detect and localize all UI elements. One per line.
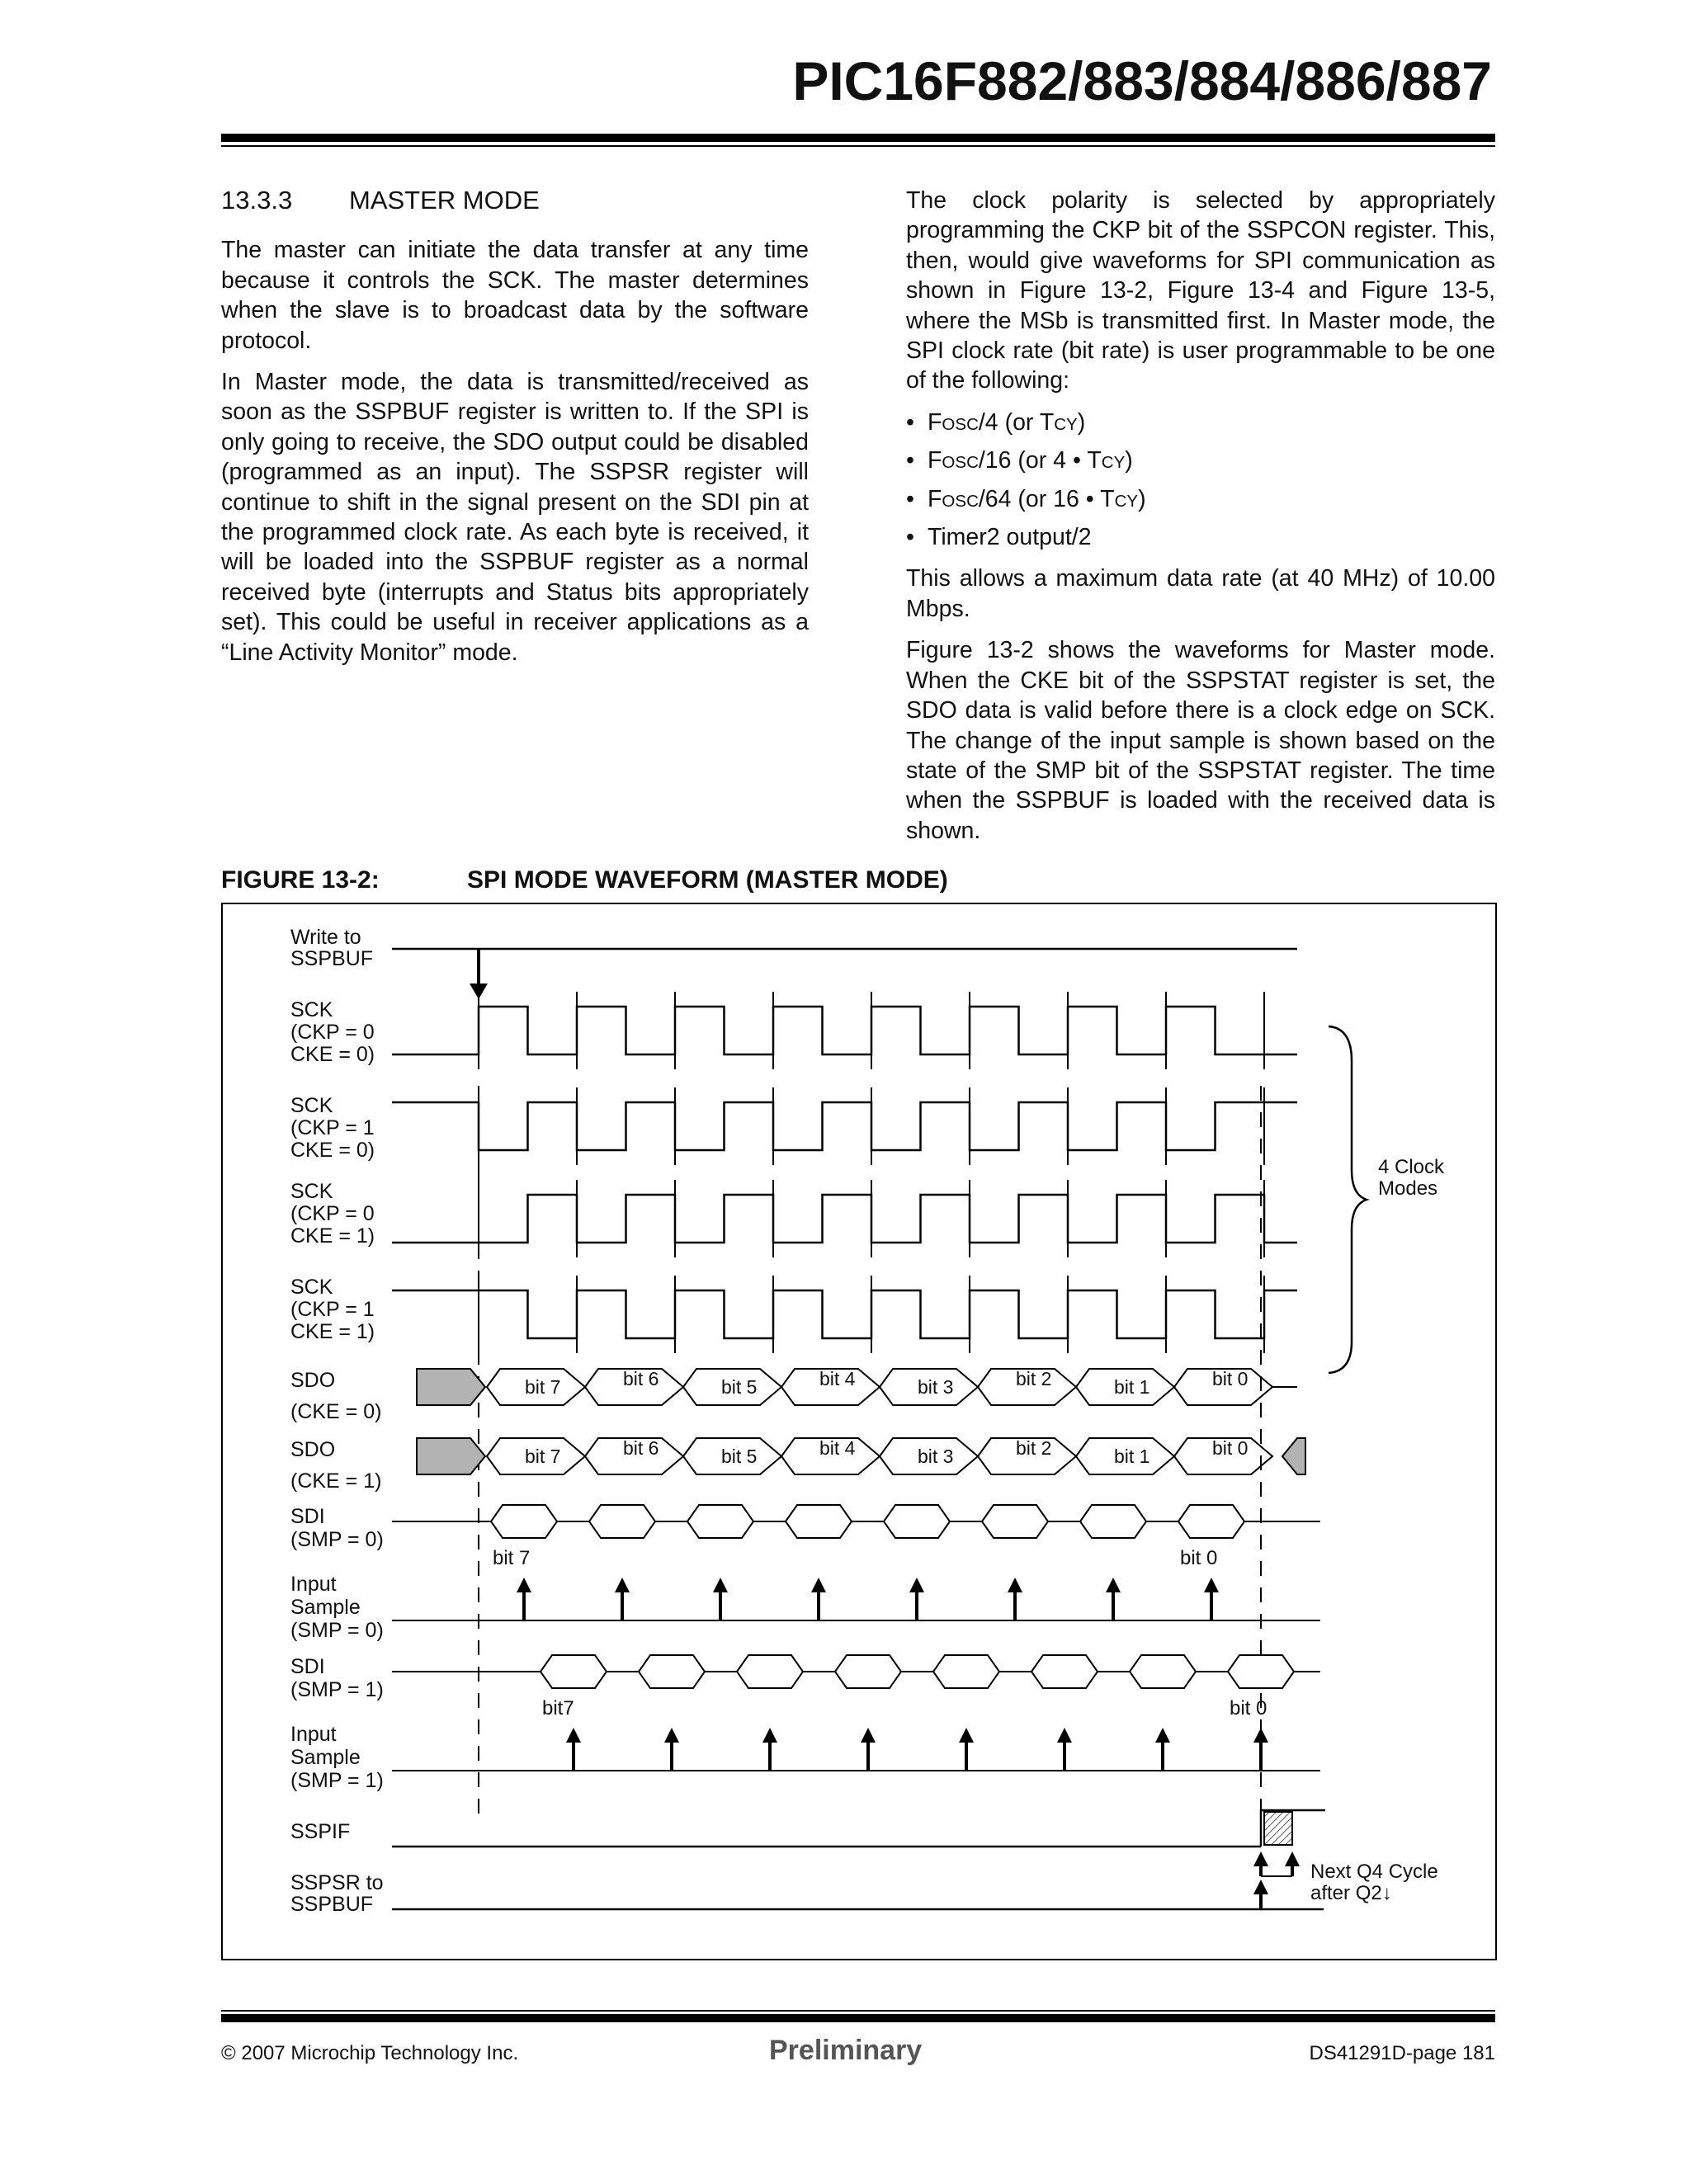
sample-arrow-in2-head: [664, 1728, 679, 1743]
sdo-shaded-end-sdo2: [1282, 1438, 1305, 1474]
footer-rule-thin: [221, 2010, 1495, 2012]
signal-label-sck3: CKE = 1): [290, 1224, 375, 1248]
signal-label-sck2: SCK: [290, 1094, 333, 1117]
figure-title: SPI MODE WAVEFORM (MASTER MODE): [467, 866, 948, 894]
sdi-first-label-sdi2: bit7: [542, 1697, 574, 1719]
signal-label-sspsr: SSPBUF: [290, 1893, 374, 1916]
right-paragraph-2: This allows a maximum data rate (at 40 MHz) of 10.00 Mbps.: [906, 565, 1495, 622]
sck-trace-sck4: [392, 1290, 1297, 1338]
sdo-bit-label-sdo2: bit 5: [721, 1446, 758, 1467]
sdo-bit-label-sdo1: bit 0: [1212, 1368, 1249, 1389]
signal-label-sdi1: (SMP = 0): [290, 1528, 384, 1551]
clock-modes-brace: [1329, 1026, 1367, 1373]
sample-arrow-in2-head: [1057, 1728, 1072, 1743]
sdi-cell-sdi1: [589, 1505, 655, 1538]
sample-arrow-in2-head: [861, 1728, 876, 1743]
sample-arrow-in1-head: [615, 1578, 630, 1592]
signal-label-in1: (SMP = 0): [290, 1619, 384, 1642]
clock-modes-label: 4 Clock: [1378, 1156, 1445, 1178]
signal-label-sck3: (CKP = 0: [290, 1202, 375, 1225]
sample-arrow-in2-head: [566, 1728, 581, 1743]
sdi-cell-sdi2: [1228, 1655, 1294, 1688]
sdi-last-label-sdi2: bit 0: [1230, 1697, 1268, 1719]
signal-label-write: Write to: [290, 926, 361, 949]
sdo-bit-label-sdo1: bit 1: [1114, 1376, 1150, 1398]
signal-label-sdo2: (CKE = 1): [290, 1469, 382, 1493]
section-number: 13.3.3: [221, 186, 293, 215]
signal-label-sck2: (CKP = 1: [290, 1116, 375, 1139]
list-item: • Timer2 output/2: [906, 524, 1092, 551]
sdo-bit-label-sdo2: bit 3: [918, 1446, 954, 1467]
signal-label-sck1: (CKP = 0: [290, 1021, 375, 1044]
section-heading: [221, 186, 809, 215]
sdi-cell-sdi1: [1080, 1505, 1146, 1538]
sck-trace-sck1: [392, 1007, 1297, 1054]
sdo-bit-label-sdo2: bit 0: [1212, 1437, 1249, 1459]
signal-label-sspif: SSPIF: [290, 1820, 351, 1843]
sdo-bit-label-sdo1: bit 6: [623, 1368, 659, 1389]
figure-frame: [221, 903, 1497, 1960]
signal-label-sck1: SCK: [290, 998, 333, 1021]
signal-label-sdo2: SDO: [290, 1438, 336, 1461]
sdo-bit-label-sdo1: bit 5: [721, 1376, 758, 1398]
sspif-arrow-a-head: [1253, 1851, 1268, 1866]
right-paragraph-1: The clock polarity is selected by appropriately programming the CKP bit of the SSPCON register. This, then, would give waveforms for SPI communication as shown in Figure 13-2, Figure 13-4 and Figure 13-5, where the MSb is transmitted first. In Master mode, the SPI clock rate (bit rate) is user programmable to be one of the following:: [906, 187, 1495, 394]
sdo-bit-label-sdo2: bit 1: [1114, 1446, 1150, 1467]
header-rule-thin: [221, 145, 1495, 147]
signal-label-sck4: SCK: [290, 1276, 333, 1299]
signal-label-in2: Sample: [290, 1746, 361, 1769]
signal-label-in2: (SMP = 1): [290, 1769, 384, 1792]
sck-trace-sck3: [392, 1195, 1297, 1243]
sample-arrow-in1-head: [1106, 1578, 1121, 1592]
sdi-cell-sdi2: [933, 1655, 999, 1688]
footer-copyright: © 2007 Microchip Technology Inc.: [221, 2042, 519, 2064]
signal-label-in1: Sample: [290, 1596, 361, 1619]
sdo-shaded-start-sdo1: [417, 1369, 485, 1405]
right-column: [906, 186, 1495, 857]
signal-label-sdi2: SDI: [290, 1655, 325, 1678]
footer-rule-thick: [221, 2014, 1495, 2022]
footer-page-number: DS41291D-page 181: [1309, 2042, 1495, 2064]
document-title: PIC16F882/883/884/886/887: [792, 50, 1492, 111]
left-column: [221, 186, 809, 679]
figure-label: FIGURE 13-2:: [221, 866, 380, 894]
sdo-bit-label-sdo1: bit 2: [1016, 1368, 1052, 1389]
sample-arrow-in1-head: [1008, 1578, 1022, 1592]
next-q4-note: Next Q4 Cycle: [1310, 1861, 1438, 1883]
sdo-bit-label-sdo1: bit 3: [918, 1376, 954, 1398]
sspif-arrow-b-head: [1285, 1851, 1300, 1866]
spi-waveform-diagram: [223, 904, 1495, 1959]
header-rule-thick: [221, 134, 1495, 142]
signal-label-sck4: (CKP = 1: [290, 1298, 375, 1321]
sdi-cell-sdi1: [982, 1505, 1048, 1538]
sck-trace-sck2: [392, 1102, 1297, 1150]
signal-label-in2: Input: [290, 1723, 337, 1746]
sdo-bit-label-sdo2: bit 2: [1016, 1437, 1052, 1459]
footer-status: Preliminary: [769, 2035, 923, 2066]
signal-label-sdi2: (SMP = 1): [290, 1678, 384, 1701]
left-paragraph-1: The master can initiate the data transfer at any time because it controls the SCK. The master determines when the slave is to broadcast data by the software protocol.: [221, 237, 809, 354]
sample-arrow-in1-head: [811, 1578, 826, 1592]
sdi-cell-sdi2: [639, 1655, 705, 1688]
section-title: MASTER MODE: [349, 186, 540, 215]
signal-label-write: SSPBUF: [290, 947, 374, 970]
signal-label-in1: Input: [290, 1573, 337, 1596]
sdo-bit-label-sdo2: bit 4: [819, 1437, 856, 1459]
list-item: • FOSC/16 (or 4 • TCY): [906, 447, 1133, 474]
sdi-cell-sdi2: [737, 1655, 803, 1688]
signal-label-sck2: CKE = 0): [290, 1139, 375, 1162]
sdi-cell-sdi1: [687, 1505, 753, 1538]
list-item: • FOSC/64 (or 16 • TCY): [906, 485, 1146, 512]
left-paragraph-2: In Master mode, the data is transmitted/received as soon as the SSPBUF register is written to. If the SPI is only going to receive, the SDO output could be disabled (programmed as an input). The SSPSR register will continue to shift in the signal present on the SDI pin at the programmed clock rate. As each byte is received, it will be loaded into the SSPBUF register as a normal received byte (interrupts and Status bits appropriately set). This could be useful in receiver applications as a “Line Activity Monitor” mode.: [221, 369, 809, 666]
sdi-cell-sdi1: [884, 1505, 950, 1538]
signal-label-sck4: CKE = 1): [290, 1320, 375, 1343]
signal-label-sck1: CKE = 0): [290, 1043, 375, 1066]
sample-arrow-in1-head: [909, 1578, 924, 1592]
sdo-bit-label-sdo1: bit 7: [525, 1376, 561, 1398]
signal-label-sdo1: (CKE = 0): [290, 1400, 382, 1423]
figure-caption: [221, 866, 948, 894]
sample-arrow-in1-head: [713, 1578, 728, 1592]
sdi-cell-sdi2: [541, 1655, 607, 1688]
sdo-shaded-start-sdo2: [417, 1438, 485, 1474]
sdi-cell-sdi1: [491, 1505, 557, 1538]
sdi-last-label-sdi1: bit 0: [1180, 1547, 1218, 1569]
sdi-cell-sdi2: [835, 1655, 901, 1688]
sdo-bit-label-sdo2: bit 6: [623, 1437, 659, 1459]
sdi-cell-sdi2: [1031, 1655, 1098, 1688]
next-q4-note: after Q2↓: [1310, 1882, 1392, 1904]
sample-arrow-in2-head: [762, 1728, 777, 1743]
sdi-first-label-sdi1: bit 7: [493, 1547, 531, 1569]
clock-modes-label: Modes: [1378, 1177, 1438, 1200]
sdi-cell-sdi1: [786, 1505, 852, 1538]
clock-rate-list: [906, 408, 1495, 553]
sample-arrow-in1-head: [1204, 1578, 1219, 1592]
list-item: • FOSC/4 (or TCY): [906, 408, 1086, 436]
sample-arrow-in2-head: [1155, 1728, 1170, 1743]
signal-label-sspsr: SSPSR to: [290, 1871, 384, 1894]
signal-label-sdi1: SDI: [290, 1505, 325, 1528]
sample-arrow-in2-head: [959, 1728, 974, 1743]
sdi-cell-sdi2: [1130, 1655, 1196, 1688]
sample-arrow-in2-head: [1253, 1728, 1268, 1743]
sdi-cell-sdi1: [1178, 1505, 1244, 1538]
sdo-bit-label-sdo1: bit 4: [819, 1368, 856, 1389]
right-paragraph-3: Figure 13-2 shows the waveforms for Master mode. When the CKE bit of the SSPSTAT register is set, the SDO data is valid before there is a clock edge on SCK. The change of the input sample is shown based on the state of the SMP bit of the SSPSTAT register. The time when the SSPBUF is loaded with the received data is shown.: [906, 637, 1495, 844]
sdo-bit-label-sdo2: bit 7: [525, 1446, 561, 1467]
sspsr-arrow-head: [1253, 1880, 1268, 1894]
sspif-hatched-region: [1264, 1812, 1292, 1845]
signal-label-sck3: SCK: [290, 1180, 333, 1203]
signal-label-sdo1: SDO: [290, 1369, 336, 1392]
sample-arrow-in1-head: [517, 1578, 531, 1592]
